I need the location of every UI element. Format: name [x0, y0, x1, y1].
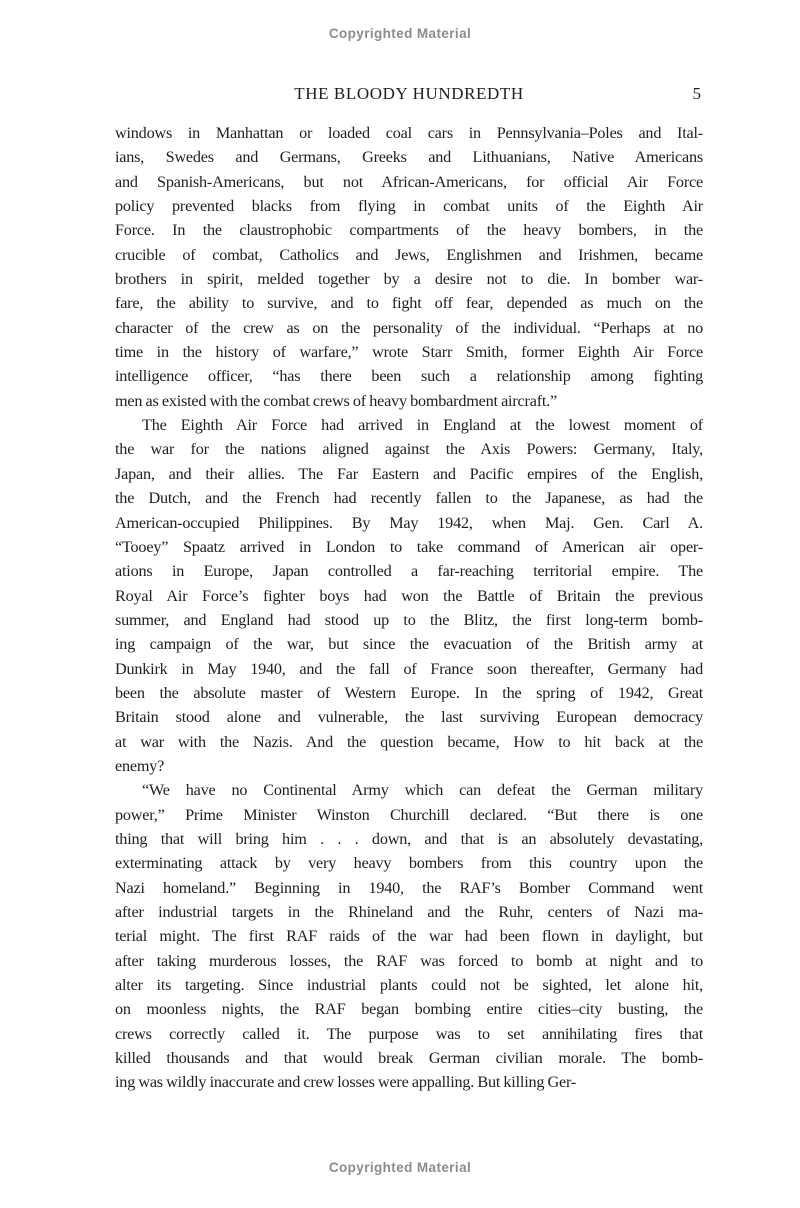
text-line: thing that will bring him . . . down, and that is an absolutely devastating, [115, 829, 703, 848]
text-line: on moonless nights, the RAF began bombing entire cities–city busting, the [115, 1000, 703, 1019]
text-line: enemy? [115, 756, 165, 775]
text-line: Nazi homeland.” Beginning in 1940, the RAF’s Bomber Command went [115, 878, 703, 897]
text-line: ations in Europe, Japan controlled a far-reaching territorial empire. The [115, 562, 703, 581]
text-line: the war for the nations aligned against the Axis Powers: Germany, Italy, [115, 440, 703, 459]
text-line: power,” Prime Minister Winston Churchill declared. “But there is one [115, 805, 703, 824]
text-line: after industrial targets in the Rhineland and the Ruhr, centers of Nazi ma- [115, 903, 703, 921]
text-line: Britain stood alone and vulnerable, the last surviving European democracy [115, 708, 703, 727]
page-number: 5 [692, 84, 701, 103]
paragraph [115, 778, 703, 1094]
paragraph [115, 413, 703, 778]
text-line: American-occupied Philippines. By May 1942, when Maj. Gen. Carl A. [115, 513, 703, 532]
text-line: brothers in spirit, melded together by a desire not to die. In bomber war- [115, 270, 703, 289]
text-line: Force. In the claustrophobic compartments of the heavy bombers, in the [115, 221, 703, 240]
text-line: ing was wildly inaccurate and crew losses were appalling. But killing Ger- [115, 1073, 577, 1092]
text-line: Japan, and their allies. The Far Eastern and Pacific empires of the English, [115, 464, 703, 483]
text-line: “We have no Continental Army which can defeat the German military [142, 781, 703, 800]
text-line: the Dutch, and the French had recently fallen to the Japanese, as had the [115, 489, 703, 508]
text-line: summer, and England had stood up to the Blitz, the first long-term bomb- [115, 610, 703, 629]
text-line: terial might. The first RAF raids of the war had been flown in daylight, but [115, 927, 703, 946]
text-line: ing campaign of the war, but since the evacuation of the British army at [115, 635, 703, 654]
text-line: after taking murderous losses, the RAF was forced to bomb at night and to [115, 951, 703, 970]
chapter-title: THE BLOODY HUNDREDTH [294, 84, 524, 103]
text-line: ians, Swedes and Germans, Greeks and Lithuanians, Native Americans [115, 148, 703, 167]
text-line: fare, the ability to survive, and to fight off fear, depended as much on the [115, 294, 703, 313]
text-line: intelligence officer, “has there been such a relationship among fighting [115, 367, 703, 386]
text-line: policy prevented blacks from flying in combat units of the Eighth Air [115, 197, 703, 216]
text-line: character of the crew as on the personality of the individual. “Perhaps at no [115, 318, 703, 337]
running-header [115, 84, 703, 104]
copyright-notice-top: Copyrighted Material [328, 26, 472, 41]
text-line: crucible of combat, Catholics and Jews, Englishmen and Irishmen, became [115, 245, 703, 264]
text-line: crews correctly called it. The purpose was to set annihilating fires that [115, 1024, 703, 1043]
text-line: The Eighth Air Force had arrived in England at the lowest moment of [142, 416, 703, 435]
text-line: windows in Manhattan or loaded coal cars in Pennsylvania–Poles and Ital- [115, 124, 703, 142]
page-body [115, 121, 703, 1095]
text-line: and Spanish-Americans, but not African-Americans, for official Air Force [115, 172, 703, 191]
text-line: been the absolute master of Western Europe. In the spring of 1942, Great [115, 683, 703, 702]
text-line: Royal Air Force’s fighter boys had won the Battle of Britain the previous [115, 586, 703, 605]
text-line: men as existed with the combat crews of heavy bombardment aircraft.” [115, 391, 558, 410]
text-line: at war with the Nazis. And the question became, How to hit back at the [115, 732, 703, 751]
text-line: exterminating attack by very heavy bombers from this country upon the [115, 854, 703, 873]
text-line: “Tooey” Spaatz arrived in London to take command of American air oper- [115, 537, 703, 556]
text-line: alter its targeting. Since industrial plants could not be sighted, let alone hit, [115, 976, 703, 995]
text-line: time in the history of warfare,” wrote Starr Smith, former Eighth Air Force [115, 343, 703, 362]
paragraph [115, 121, 703, 413]
text-line: killed thousands and that would break German civilian morale. The bomb- [115, 1049, 703, 1068]
text-line: Dunkirk in May 1940, and the fall of France soon thereafter, Germany had [115, 659, 703, 678]
copyright-notice-bottom: Copyrighted Material [328, 1160, 472, 1175]
